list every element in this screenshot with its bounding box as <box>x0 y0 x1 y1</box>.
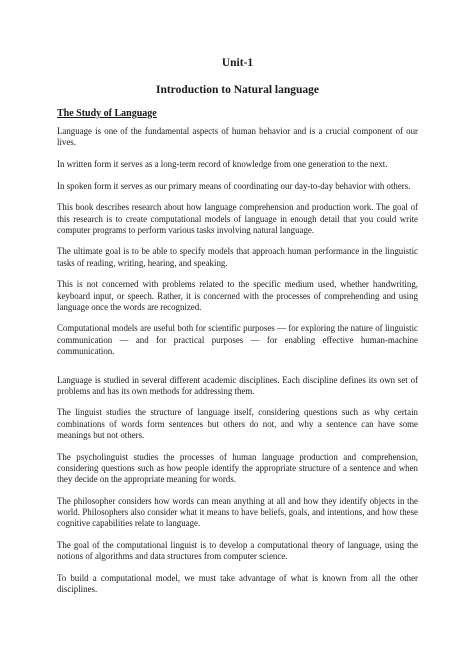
paragraph: This is not concerned with problems related to the specific medium used, whether handwriting, keyboard input, or speech. Rather, it is concerned with the processes of comprehending and using language once the words are recognized. <box>57 279 418 312</box>
paragraph: The psycholinguist studies the processes of human language production and comprehension, considering questions such as how people identify the appropriate structure of a sentence and when they decide on the appropriate meaning for words. <box>57 451 418 484</box>
section-heading: The Study of Language <box>57 108 157 119</box>
paragraph: The goal of the computational linguist is to develop a computational theory of language, using the notions of algorithms and data structures from computer science. <box>57 539 418 561</box>
paragraph: Language is studied in several different academic disciplines. Each discipline defines its own set of problems and has its own methods for addressing them. <box>57 374 418 396</box>
paragraph: In written form it serves as a long-term record of knowledge from one generation to the next. <box>57 158 388 169</box>
paragraph: Computational models are useful both for scientific purposes — for exploring the nature of linguistic communication — and for practical purposes — for enabling effective human-machine communication. <box>57 323 418 356</box>
paragraph: The ultimate goal is to be able to specify models that approach human performance in the linguistic tasks of reading, writing, hearing, and speaking. <box>57 246 418 268</box>
paragraph: The philosopher considers how words can mean anything at all and how they identify objects in the world. Philosophers also consider what it means to have beliefs, goals, and intentions, and how these cognitive capabilities relate to language. <box>57 495 418 529</box>
paragraph: This book describes research about how language comprehension and production work. The goal of this research is to create computational models of language in enough detail that you could write computer programs to perform various tasks involving natural language. <box>57 202 418 235</box>
section-gap <box>57 368 418 375</box>
unit-heading: Unit-1 <box>221 57 254 69</box>
document-title: Introduction to Natural language <box>155 84 320 96</box>
paragraph: In spoken form it serves as our primary means of coordinating our day-to-day behavior with others. <box>57 180 411 191</box>
paragraph: Language is one of the fundamental aspects of human behavior and is a crucial component of our lives. <box>57 126 418 148</box>
paragraph: To build a computational model, we must take advantage of what is known from all the other disciplines. <box>57 572 418 594</box>
paragraph: The linguist studies the structure of language itself, considering questions such as why certain combinations of words form sentences but others do not, and why a sentence can have some meanings but not others. <box>57 407 418 440</box>
